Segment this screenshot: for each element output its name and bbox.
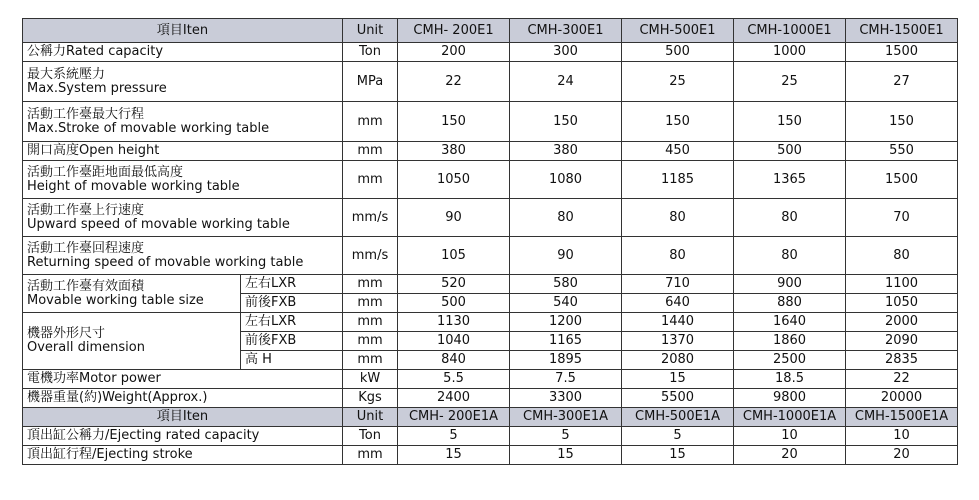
cell-value: 710 [622, 275, 734, 294]
cell-value: 1100 [846, 275, 958, 294]
cell-value: 1050 [846, 294, 958, 313]
cell-value: 150 [622, 102, 734, 142]
row-label-zh: 活動工作臺距地面最低高度 [27, 164, 184, 180]
row-label-en: Height of movable working table [27, 178, 240, 194]
header-unit: Unit [343, 408, 398, 427]
header-unit: Unit [343, 19, 398, 43]
row-label-zh: 機器外形尺寸 [27, 326, 106, 341]
cell-value: 15 [398, 446, 510, 465]
row-label-en: Max.System pressure [27, 80, 167, 96]
row-unit: kW [343, 370, 398, 389]
cell-value: 80 [622, 199, 734, 237]
table-row [23, 275, 958, 294]
table-row [23, 446, 958, 465]
row-label-en: Returning speed of movable working table [27, 254, 304, 270]
cell-value: 20 [846, 446, 958, 465]
row-label: 電機功率Motor power [23, 370, 343, 389]
row-unit: Kgs [343, 389, 398, 408]
cell-value: 15 [510, 446, 622, 465]
cell-value: 1500 [846, 43, 958, 62]
row-unit: MPa [343, 62, 398, 102]
row-label-zh: 活動工作臺回程速度 [27, 240, 145, 256]
row-unit: mm [343, 351, 398, 370]
row-label [23, 161, 343, 199]
cell-value: 520 [398, 275, 510, 294]
row-unit: mm/s [343, 199, 398, 237]
row-label [23, 102, 343, 142]
cell-value: 1365 [734, 161, 846, 199]
cell-value: 840 [398, 351, 510, 370]
header-model: CMH-500E1 [622, 19, 734, 43]
header-model: CMH- 200E1 [398, 19, 510, 43]
row-unit: mm [343, 275, 398, 294]
cell-value: 900 [734, 275, 846, 294]
cell-value: 380 [510, 142, 622, 161]
cell-value: 2835 [846, 351, 958, 370]
cell-value: 70 [846, 199, 958, 237]
cell-value: 80 [622, 237, 734, 275]
cell-value: 105 [398, 237, 510, 275]
header-model: CMH-300E1A [510, 408, 622, 427]
cell-value: 5 [622, 427, 734, 446]
cell-value: 5.5 [398, 370, 510, 389]
table-row [23, 389, 958, 408]
cell-value: 150 [846, 102, 958, 142]
cell-value: 1640 [734, 313, 846, 332]
row-unit: mm [343, 446, 398, 465]
row-label: 公稱力Rated capacity [23, 43, 343, 62]
cell-value: 1050 [398, 161, 510, 199]
cell-value: 880 [734, 294, 846, 313]
header-row [23, 19, 958, 43]
cell-value: 1500 [846, 161, 958, 199]
row-unit: mm [343, 332, 398, 351]
table-row [23, 370, 958, 389]
table-row [23, 199, 958, 237]
cell-value: 200 [398, 43, 510, 62]
row-label: 頂出缸公稱力/Ejecting rated capacity [23, 427, 343, 446]
cell-value: 150 [398, 102, 510, 142]
cell-value: 5 [510, 427, 622, 446]
cell-value: 300 [510, 43, 622, 62]
cell-value: 3300 [510, 389, 622, 408]
row-unit: mm [343, 313, 398, 332]
cell-value: 1200 [510, 313, 622, 332]
row-label [23, 237, 343, 275]
cell-value: 500 [622, 43, 734, 62]
cell-value: 1895 [510, 351, 622, 370]
cell-value: 80 [734, 237, 846, 275]
cell-value: 2000 [846, 313, 958, 332]
header-item: 項目Iten [23, 19, 343, 43]
cell-value: 5500 [622, 389, 734, 408]
cell-value: 80 [846, 237, 958, 275]
cell-value: 15 [622, 446, 734, 465]
row-label [23, 62, 343, 102]
cell-value: 80 [734, 199, 846, 237]
row-label-en: Upward speed of movable working table [27, 216, 290, 232]
cell-value: 80 [510, 199, 622, 237]
row-label-zh: 活動工作臺上行速度 [27, 202, 145, 218]
cell-value: 25 [734, 62, 846, 102]
header-item: 項目Iten [23, 408, 343, 427]
header-model: CMH-1500E1 [846, 19, 958, 43]
cell-value: 22 [846, 370, 958, 389]
header-row [23, 408, 958, 427]
spec-table [22, 18, 958, 465]
cell-value: 1080 [510, 161, 622, 199]
row-unit: mm [343, 142, 398, 161]
row-label-zh: 最大系統壓力 [27, 66, 106, 82]
row-unit: mm [343, 161, 398, 199]
cell-value: 500 [398, 294, 510, 313]
cell-value: 22 [398, 62, 510, 102]
cell-value: 20 [734, 446, 846, 465]
cell-value: 25 [622, 62, 734, 102]
row-unit: Ton [343, 43, 398, 62]
cell-value: 2400 [398, 389, 510, 408]
table-row [23, 427, 958, 446]
cell-value: 18.5 [734, 370, 846, 389]
cell-value: 540 [510, 294, 622, 313]
header-model: CMH- 200E1A [398, 408, 510, 427]
header-model: CMH-1500E1A [846, 408, 958, 427]
row-unit: mm [343, 102, 398, 142]
cell-value: 27 [846, 62, 958, 102]
cell-value: 20000 [846, 389, 958, 408]
row-label-en: Movable working table size [27, 292, 204, 308]
cell-value: 9800 [734, 389, 846, 408]
row-label-zh: 活動工作臺最大行程 [27, 106, 145, 122]
row-label-en: Max.Stroke of movable working table [27, 120, 270, 136]
cell-value: 1165 [510, 332, 622, 351]
cell-value: 640 [622, 294, 734, 313]
row-label: 頂出缸行程/Ejecting stroke [23, 446, 343, 465]
cell-value: 150 [734, 102, 846, 142]
cell-value: 10 [846, 427, 958, 446]
cell-value: 24 [510, 62, 622, 102]
row-unit: mm/s [343, 237, 398, 275]
header-model: CMH-300E1 [510, 19, 622, 43]
row-unit: mm [343, 294, 398, 313]
row-label: 開口高度Open height [23, 142, 343, 161]
header-model: CMH-500E1A [622, 408, 734, 427]
row-label [23, 275, 241, 313]
header-model: CMH-1000E1A [734, 408, 846, 427]
row-label-en: Overall dimension [27, 340, 145, 355]
cell-value: 550 [846, 142, 958, 161]
cell-value: 580 [510, 275, 622, 294]
sub-label: 前後FXB [241, 332, 343, 351]
table-row [23, 142, 958, 161]
cell-value: 90 [398, 199, 510, 237]
row-label [23, 313, 241, 370]
cell-value: 7.5 [510, 370, 622, 389]
cell-value: 15 [622, 370, 734, 389]
sub-label: 左右LXR [241, 313, 343, 332]
cell-value: 1370 [622, 332, 734, 351]
cell-value: 1000 [734, 43, 846, 62]
table-row [23, 313, 958, 332]
cell-value: 2500 [734, 351, 846, 370]
cell-value: 2080 [622, 351, 734, 370]
table-row [23, 102, 958, 142]
row-label: 機器重量(約)Weight(Approx.) [23, 389, 343, 408]
header-model: CMH-1000E1 [734, 19, 846, 43]
sub-label: 左右LXR [241, 275, 343, 294]
row-label-zh: 活動工作臺有效面積 [27, 278, 145, 294]
cell-value: 450 [622, 142, 734, 161]
table-row [23, 43, 958, 62]
cell-value: 500 [734, 142, 846, 161]
cell-value: 1130 [398, 313, 510, 332]
cell-value: 1185 [622, 161, 734, 199]
cell-value: 1860 [734, 332, 846, 351]
row-unit: Ton [343, 427, 398, 446]
cell-value: 150 [510, 102, 622, 142]
cell-value: 10 [734, 427, 846, 446]
table-row [23, 161, 958, 199]
cell-value: 90 [510, 237, 622, 275]
table-row [23, 237, 958, 275]
sub-label: 高 H [241, 351, 343, 370]
cell-value: 380 [398, 142, 510, 161]
table-row [23, 62, 958, 102]
cell-value: 1040 [398, 332, 510, 351]
row-label [23, 199, 343, 237]
cell-value: 2090 [846, 332, 958, 351]
cell-value: 1440 [622, 313, 734, 332]
cell-value: 5 [398, 427, 510, 446]
sub-label: 前後FXB [241, 294, 343, 313]
